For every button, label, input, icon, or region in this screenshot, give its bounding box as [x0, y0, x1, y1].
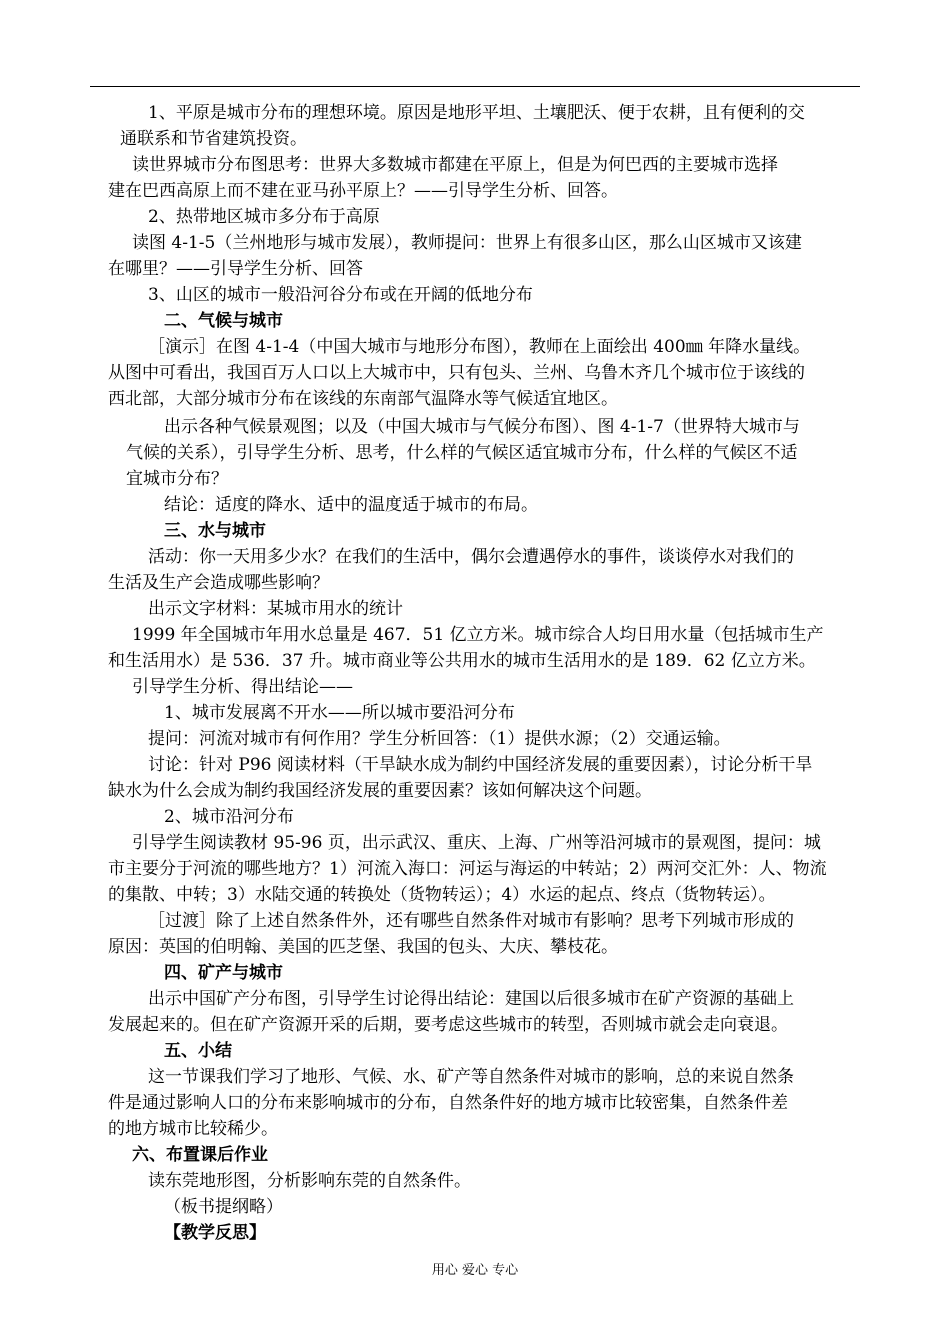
text-line: 提问：河流对城市有何作用？学生分析回答：（1）提供水源；（2）交通运输。: [148, 729, 731, 749]
page-footer: 用心 爱心 专心: [431, 1263, 519, 1278]
section-heading: 五、小结: [164, 1041, 232, 1061]
text-line: 1999 年全国城市年用水总量是 467．51 亿立方米。城市综合人均日用水量（包括城市生产: [132, 625, 824, 645]
text-line: ［过渡］除了上述自然条件外，还有哪些自然条件对城市有影响？思考下列城市形成的: [148, 911, 794, 931]
text-line: 和生活用水）是 536．37 升。城市商业等公共用水的城市生活用水的是 189．62 亿立方米。: [108, 651, 816, 671]
text-line: 通联系和节省建筑投资。: [120, 129, 307, 149]
text-line: 缺水为什么会成为制约我国经济发展的重要因素？该如何解决这个问题。: [108, 781, 652, 801]
section-heading: 六、布置课后作业: [132, 1145, 268, 1165]
text-line: 2、城市沿河分布: [164, 807, 294, 827]
text-line: 出示各种气候景观图；以及（中国大城市与气候分布图）、图 4-1-7（世界特大城市与: [164, 417, 800, 437]
text-line: 在哪里？——引导学生分析、回答: [108, 259, 363, 279]
text-line: 活动：你一天用多少水？在我们的生活中，偶尔会遭遇停水的事件，谈谈停水对我们的: [148, 547, 794, 567]
section-heading: 【教学反思】: [164, 1223, 266, 1243]
text-line: 1、平原是城市分布的理想环境。原因是地形平坦、土壤肥沃、便于农耕，且有便利的交: [148, 103, 805, 123]
text-line: 件是通过影响人口的分布来影响城市的分布，自然条件好的地方城市比较密集，自然条件差: [108, 1093, 788, 1113]
text-line: 3、山区的城市一般沿河谷分布或在开阔的低地分布: [148, 285, 533, 305]
text-line: 出示文字材料：某城市用水的统计: [148, 599, 403, 619]
text-line: 读世界城市分布图思考：世界大多数城市都建在平原上，但是为何巴西的主要城市选择: [132, 155, 778, 175]
text-line: 宜城市分布？: [126, 469, 228, 489]
text-line: （板书提纲略）: [164, 1197, 283, 1217]
text-line: 1、城市发展离不开水——所以城市要沿河分布: [164, 703, 515, 723]
text-line: 的集散、中转；3）水陆交通的转换处（货物转运）；4）水运的起点、终点（货物转运）。: [108, 885, 776, 905]
header-rule: [90, 86, 860, 87]
text-line: 读东莞地形图，分析影响东莞的自然条件。: [148, 1171, 471, 1191]
text-line: 读图 4-1-5（兰州地形与城市发展），教师提问：世界上有很多山区，那么山区城市又该建: [132, 233, 802, 253]
section-heading: 二、气候与城市: [164, 311, 283, 331]
text-line: 结论：适度的降水、适中的温度适于城市的布局。: [164, 495, 538, 515]
text-line: 2、热带地区城市多分布于高原: [148, 207, 380, 227]
section-heading: 四、矿产与城市: [164, 963, 283, 983]
text-line: 建在巴西高原上而不建在亚马孙平原上？——引导学生分析、回答。: [108, 181, 618, 201]
text-line: 气候的关系），引导学生分析、思考，什么样的气候区适宜城市分布，什么样的气候区不适: [126, 443, 798, 463]
text-line: 的地方城市比较稀少。: [108, 1119, 278, 1139]
text-line: 西北部，大部分城市分布在该线的东南部气温降水等气候适宜地区。: [108, 389, 618, 409]
section-heading: 三、水与城市: [164, 521, 266, 541]
text-line: 出示中国矿产分布图，引导学生讨论得出结论：建国以后很多城市在矿产资源的基础上: [148, 989, 794, 1009]
text-line: 这一节课我们学习了地形、气候、水、矿产等自然条件对城市的影响，总的来说自然条: [148, 1067, 794, 1087]
text-line: 发展起来的。但在矿产资源开采的后期，要考虑这些城市的转型，否则城市就会走向衰退。: [108, 1015, 788, 1035]
text-line: 生活及生产会造成哪些影响？: [108, 573, 329, 593]
text-line: 引导学生分析、得出结论——: [132, 677, 353, 697]
text-line: ［演示］在图 4-1-4（中国大城市与地形分布图），教师在上面绘出 400㎜ 年降水量线。: [148, 337, 811, 357]
text-line: 引导学生阅读教材 95-96 页，出示武汉、重庆、上海、广州等沿河城市的景观图，提问：城: [132, 833, 821, 853]
text-line: 从图中可看出，我国百万人口以上大城市中，只有包头、兰州、乌鲁木齐几个城市位于该线的: [108, 363, 805, 383]
text-line: 市主要分于河流的哪些地方？1）河流入海口：河运与海运的中转站；2）两河交汇外：人、物流: [108, 859, 827, 879]
text-line: 讨论：针对 P96 阅读材料（干旱缺水成为制约中国经济发展的重要因素），讨论分析干旱: [148, 755, 813, 775]
text-line: 原因：英国的伯明翰、美国的匹芝堡、我国的包头、大庆、攀枝花。: [108, 937, 618, 957]
